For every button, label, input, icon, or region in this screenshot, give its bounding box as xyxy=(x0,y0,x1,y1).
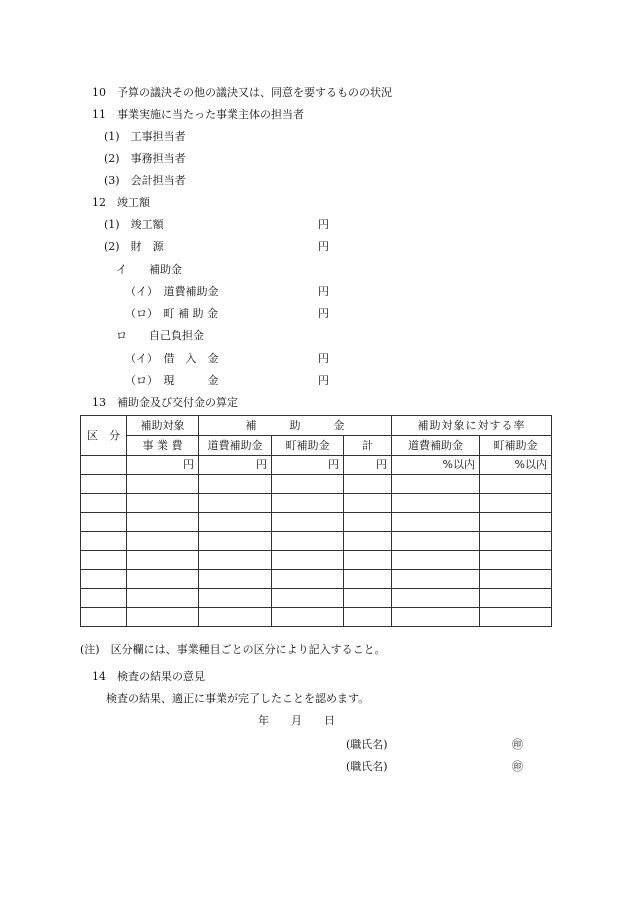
signature-label-2: (職氏名) xyxy=(346,760,388,773)
s11-item-1: (1) 工事担当者 xyxy=(104,130,186,143)
s12-do-subsidy: （イ） 道費補助金 xyxy=(125,285,219,298)
header-taisho-line1: 補助対象 xyxy=(127,416,199,436)
header-town-subsidy: 町補助金 xyxy=(272,436,344,456)
header-subsidy: 補 助 金 xyxy=(199,416,392,436)
s11-item-2: (2) 事務担当者 xyxy=(104,152,186,165)
signature-label-1: (職氏名) xyxy=(346,738,388,751)
table-row xyxy=(81,475,552,494)
table-row xyxy=(81,551,552,570)
s12-loan: （イ） 借 入 金 xyxy=(125,352,219,365)
table-cell xyxy=(81,456,127,475)
yen-unit: 円 xyxy=(318,374,329,387)
section-10: 10 予算の議決その他の議決又は、同意を要するものの状況 xyxy=(92,86,392,99)
table-row xyxy=(81,532,552,551)
seal-icon: ㊞ xyxy=(512,760,523,773)
unit-yen: 円 xyxy=(272,456,344,475)
table-row xyxy=(81,513,552,532)
section-12-title: 12 竣工額 xyxy=(92,196,150,209)
unit-percent: %以内 xyxy=(480,456,552,475)
header-do-subsidy: 道費補助金 xyxy=(199,436,272,456)
header-rate-town: 町補助金 xyxy=(480,436,552,456)
table-row xyxy=(81,570,552,589)
yen-unit: 円 xyxy=(318,307,329,320)
unit-yen: 円 xyxy=(127,456,199,475)
yen-unit: 円 xyxy=(318,352,329,365)
section-13-title: 13 補助金及び交付金の算定 xyxy=(92,396,238,409)
seal-icon: ㊞ xyxy=(512,738,523,751)
s12-funding: (2) 財 源 xyxy=(104,240,164,253)
table-row xyxy=(81,608,552,627)
s11-item-3: (3) 会計担当者 xyxy=(104,174,186,187)
header-rate-do: 道費補助金 xyxy=(392,436,480,456)
header-total: 計 xyxy=(344,436,392,456)
header-taisho-line2: 事 業 費 xyxy=(127,436,199,456)
unit-yen: 円 xyxy=(199,456,272,475)
table-row xyxy=(81,589,552,608)
s12-completion-amount: (1) 竣工額 xyxy=(104,218,164,231)
subsidy-calculation-table xyxy=(80,415,552,627)
header-kubun: 区 分 xyxy=(81,416,127,456)
date-line: 年 月 日 xyxy=(258,714,335,727)
unit-percent: %以内 xyxy=(392,456,480,475)
section-11-title: 11 事業実施に当たった事業主体の担当者 xyxy=(92,108,304,121)
yen-unit: 円 xyxy=(318,218,329,231)
section-14-title: 14 検査の結果の意見 xyxy=(92,670,205,683)
s12-subsidy: イ 補助金 xyxy=(116,263,182,276)
s12-town-subsidy: （ロ） 町 補 助 金 xyxy=(125,307,218,320)
table-note: (注) 区分欄には、事業種目ごとの区分により記入すること。 xyxy=(80,643,386,656)
table-row xyxy=(81,494,552,513)
header-rate: 補助対象に対する率 xyxy=(392,416,552,436)
yen-unit: 円 xyxy=(318,285,329,298)
s12-cash: （ロ） 現 金 xyxy=(125,374,219,387)
s12-self-burden: ロ 自己負担金 xyxy=(116,329,204,342)
yen-unit: 円 xyxy=(318,240,329,253)
unit-yen: 円 xyxy=(344,456,392,475)
inspection-statement: 検査の結果、適正に事業が完了したことを認めます。 xyxy=(106,692,370,705)
